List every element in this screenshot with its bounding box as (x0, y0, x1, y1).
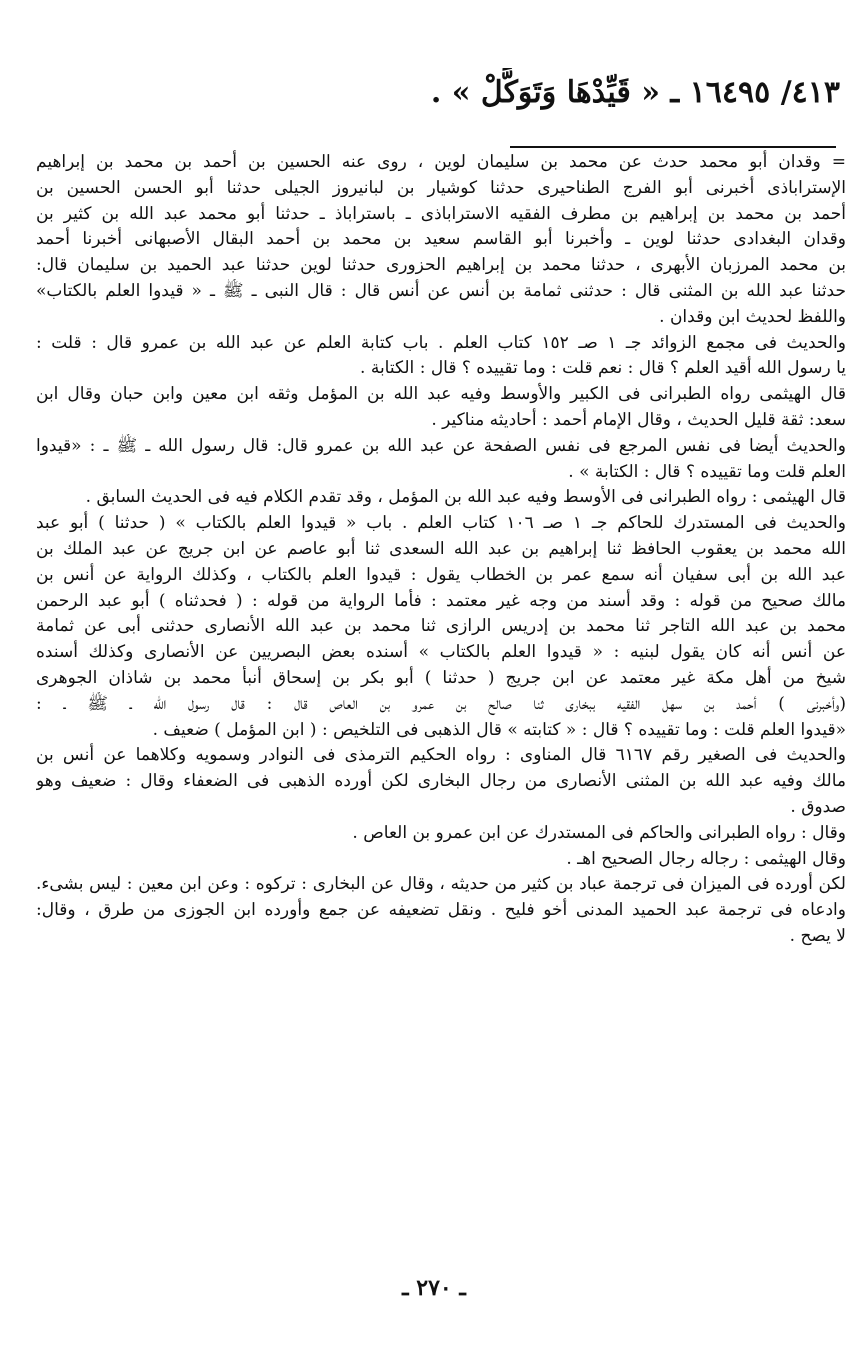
text-line: والحديث فى مجمع الزوائد جـ ١ صـ ١٥٢ كتاب العلم . باب كتابة العلم عن عبد الله بن عمرو قال : قلت : (36, 332, 846, 353)
text-line: صدوق . (790, 796, 846, 817)
text-line: قال الهيثمى : رواه الطبرانى فى الأوسط وفيه عبد الله بن المؤمل ، وقد تقدم الكلام فيه فى الحديث السابق . (85, 487, 846, 508)
text-line: والحديث فى المستدرك للحاكم جـ ١ صـ ١٠٦ كتاب العلم . باب « قيدوا العلم بالكتاب » ( حدثنا ) أبو عبد (36, 513, 846, 534)
text-line: مالك صحيح من قوله : وقد أسند من وجه غير معتمد : فأما الرواية من قوله : ( فحدثناه ) أبو عبد الرحمن (36, 590, 846, 611)
text-line: وقال الهيثمى : رجاله رجال الصحيح اهـ . (566, 848, 846, 869)
text-line: «قيدوا العلم قلت : وما تقييده ؟ قال : « كتابته » قال الذهبى فى التلخيص : ( ابن المؤمل ) ضعيف . (152, 719, 846, 740)
header-divider (510, 146, 836, 148)
text-line: سعد: ثقة قليل الحديث ، وقال الإمام أحمد : أحاديثه مناكير . (431, 409, 846, 430)
text-line: وقال : رواه الطبرانى والحاكم فى المستدرك عن ابن عمرو بن العاص . (352, 822, 846, 843)
text-line: الإستراباذى أخبرنى أبو الفرج الطناحيرى حدثنا كوشيار بن لبانيروز الجيلى حدثنا أبو الحسن الحسين بن (36, 177, 846, 198)
text-line: الله محمد بن يعقوب الحافظ ثنا إبراهيم بن عبد الله السعدى ثنا أبو عاصم عن ابن جريج عن عبد الملك بن (36, 538, 846, 559)
body-text (36, 150, 846, 1240)
text-line: مالك وفيه عبد الله بن المثنى الأنصارى من رجال البخارى لكن أورده الذهبى فى الضعفاء وقال : ضعيف وهو (36, 771, 846, 792)
page-number: ـ ٢٧٠ ـ (402, 1275, 466, 1301)
text-line: واللفظ لحديث ابن وقدان . (659, 306, 846, 327)
text-line: عن أنس أنه كان يقول لبنيه : « قيدوا العلم بالكتاب » أسنده بعض البصريين عن الأنصارى وكذلك أسنده (36, 642, 846, 663)
text-line: حدثنا عبد الله بن المثنى قال : حدثنى ثمامة بن أنس عن أنس قال : قال النبى ـ ﷺ ـ « قيدوا العلم بالكتاب» (36, 280, 846, 301)
text-line: محمد بن عبد الله التاجر ثنا محمد بن إدريس الرازى ثنا محمد بن عبد الله الأنصارى حدثنى أبى عن ثمامة (36, 616, 846, 637)
text-line: لا يصح . (789, 925, 846, 946)
text-line: قال الهيثمى رواه الطبرانى فى الكبير والأوسط وفيه عبد الله بن المؤمل وثقه ابن معين وابن حبان وقال ابن (36, 384, 846, 405)
text-line: أحمد بن محمد بن إبراهيم بن مطرف الفقيه الاستراباذى ـ باستراباذ ـ حدثنا أبو محمد عبد الله بن كثير بن (36, 203, 846, 224)
text-line: لكن أورده فى الميزان فى ترجمة عباد بن كثير من حديثه ، وقال عن البخارى : تركوه : وعن ابن معين : ليس بشىء. (36, 874, 846, 895)
hadith-heading: ٤١٣/ ١٦٤٩٥ ـ « قَيِّدْهَا وَتَوَكَّلْ » . (430, 75, 840, 110)
text-line: عبد الله بن أبى سفيان أنه سمع عمر بن الخطاب يقول : قيدوا العلم بالكتاب ، وكذلك الرواية عن أنس بن (36, 564, 846, 585)
text-line: العلم قلت وما تقييده ؟ قال : الكتابة » . (568, 461, 846, 482)
text-line: والحديث فى الصغير رقم ٦١٦٧ قال المناوى : رواه الحكيم الترمذى فى النوادر وسمويه وكلاهما عن أنس بن (36, 745, 846, 766)
text-line: وادعاه فى ترجمة عبد الحميد المدنى أخو فليح . ونقل تضعيفه عن جمع وأورده ابن الجوزى من طرق ، وقال: (36, 900, 846, 921)
text-line: وقدان البغدادى حدثنا لوين ـ وأخبرنا أبو القاسم سعيد بن محمد بن أحمد البقال الأصبهانى أخبرنا أحمد (36, 229, 846, 250)
text-line: (وأخبرنى ) أحمد بن سهل الفقيه ببخارى ثنا صالح بن عمرو بن العاص قال : قال رسول الله ـ ﷺ ـ : (36, 693, 846, 714)
text-line: = وقدان أبو محمد حدث عن محمد بن سليمان لوين ، روى عنه الحسين بن أحمد بن محمد بن إبراهيم (36, 152, 846, 172)
text-line: بن محمد المرزبان الأبهرى ، حدثنا محمد بن إبراهيم الحزورى حدثنا لوين حدثنا عبد الحميد بن سليمان قال: (36, 255, 846, 276)
text-line: شيخ من أهل مكة غير معتمد عن ابن جريج ( حدثنا ) أبو بكر بن إسحاق أنبأ محمد بن شاذان الجوهرى (36, 667, 846, 688)
text-line: والحديث أيضا فى نفس المرجع فى نفس الصفحة عن عبد الله بن عمرو قال: قال رسول الله ـ ﷺ ـ : «قيدوا (36, 435, 846, 456)
text-line: يا رسول الله أقيد العلم ؟ قال : نعم قلت : وما تقييده ؟ قال : الكتابة . (360, 358, 846, 379)
